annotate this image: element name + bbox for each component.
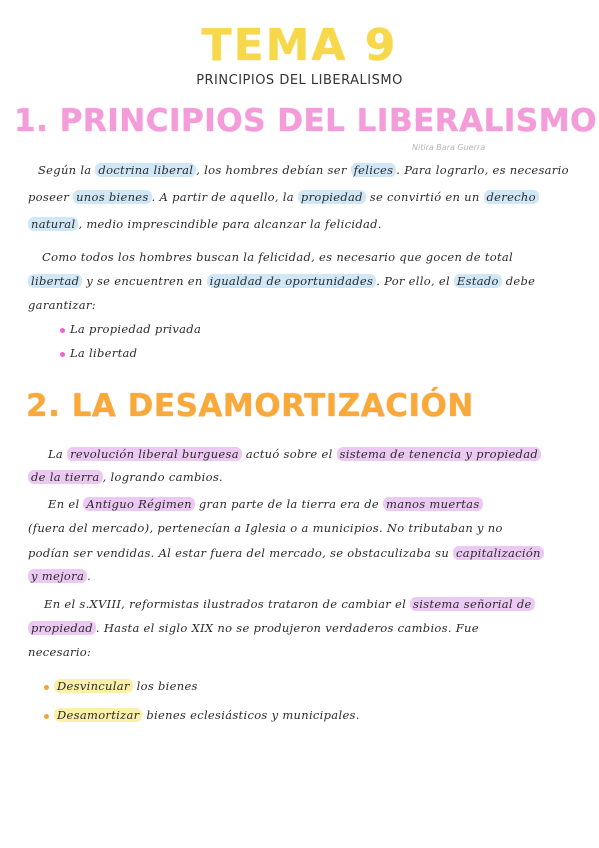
bullet-dot xyxy=(44,685,49,690)
section2-heading: 2. LA DESAMORTIZACIÓN xyxy=(26,388,474,424)
s1-p2-line1: Como todos los hombres buscan la felicidad, es necesario que gocen de total xyxy=(42,250,514,264)
author-name: Nitira Bara Guerra xyxy=(412,143,486,152)
s1-bullet-2: La libertad xyxy=(60,346,137,360)
section1-heading: 1. PRINCIPIOS DEL LIBERALISMO xyxy=(14,103,597,139)
s2-bullet-1: Desvincular los bienes xyxy=(44,679,198,693)
s1-p2-line3: garantizar: xyxy=(28,298,96,312)
page-subtitle: PRINCIPIOS DEL LIBERALISMO xyxy=(196,73,403,88)
s2-p1-line1: La revolución liberal burguesa actuó sobre el sistema de tenencia y propiedad xyxy=(48,447,541,461)
s2-p2-line1: En el Antiguo Régimen gran parte de la tierra era de manos muertas xyxy=(48,497,483,511)
s2-p3-line1: En el s.XVIII, reformistas ilustrados trataron de cambiar el sistema señorial de xyxy=(44,597,535,611)
bullet-dot xyxy=(44,714,49,719)
s1-p1-line1: Según la doctrina liberal , los hombres debían ser felices . Para lograrlo, es necesario xyxy=(38,163,569,177)
bullet-dot xyxy=(60,352,65,357)
s2-p2-line2: (fuera del mercado), pertenecían a Iglesia o a municipios. No tributaban y no xyxy=(28,521,503,535)
s2-p2-line4: y mejora . xyxy=(28,569,91,583)
s1-p1-line2: poseer unos bienes . A partir de aquello, la propiedad se convirtió en un derecho xyxy=(28,190,539,204)
s1-p2-line2: libertad y se encuentren en igualdad de oportunidades . Por ello, el Estado debe xyxy=(28,274,535,288)
s1-p1-line3: natural , medio imprescindible para alcanzar la felicidad. xyxy=(28,217,382,231)
s2-bullet-2: Desamortizar bienes eclesiásticos y municipales. xyxy=(44,708,360,722)
s2-p1-line2: de la tierra , logrando cambios. xyxy=(28,470,223,484)
s2-p3-line3: necesario: xyxy=(28,645,92,659)
s2-p2-line3: podían ser vendidas. Al estar fuera del mercado, se obstaculizaba su capitalización xyxy=(28,546,544,560)
bullet-dot xyxy=(60,328,65,333)
s2-p3-line2: propiedad . Hasta el siglo XIX no se produjeron verdaderos cambios. Fue xyxy=(28,621,479,635)
page-title: TEMA 9 xyxy=(201,20,398,71)
s1-bullet-1: La propiedad privada xyxy=(60,322,201,336)
